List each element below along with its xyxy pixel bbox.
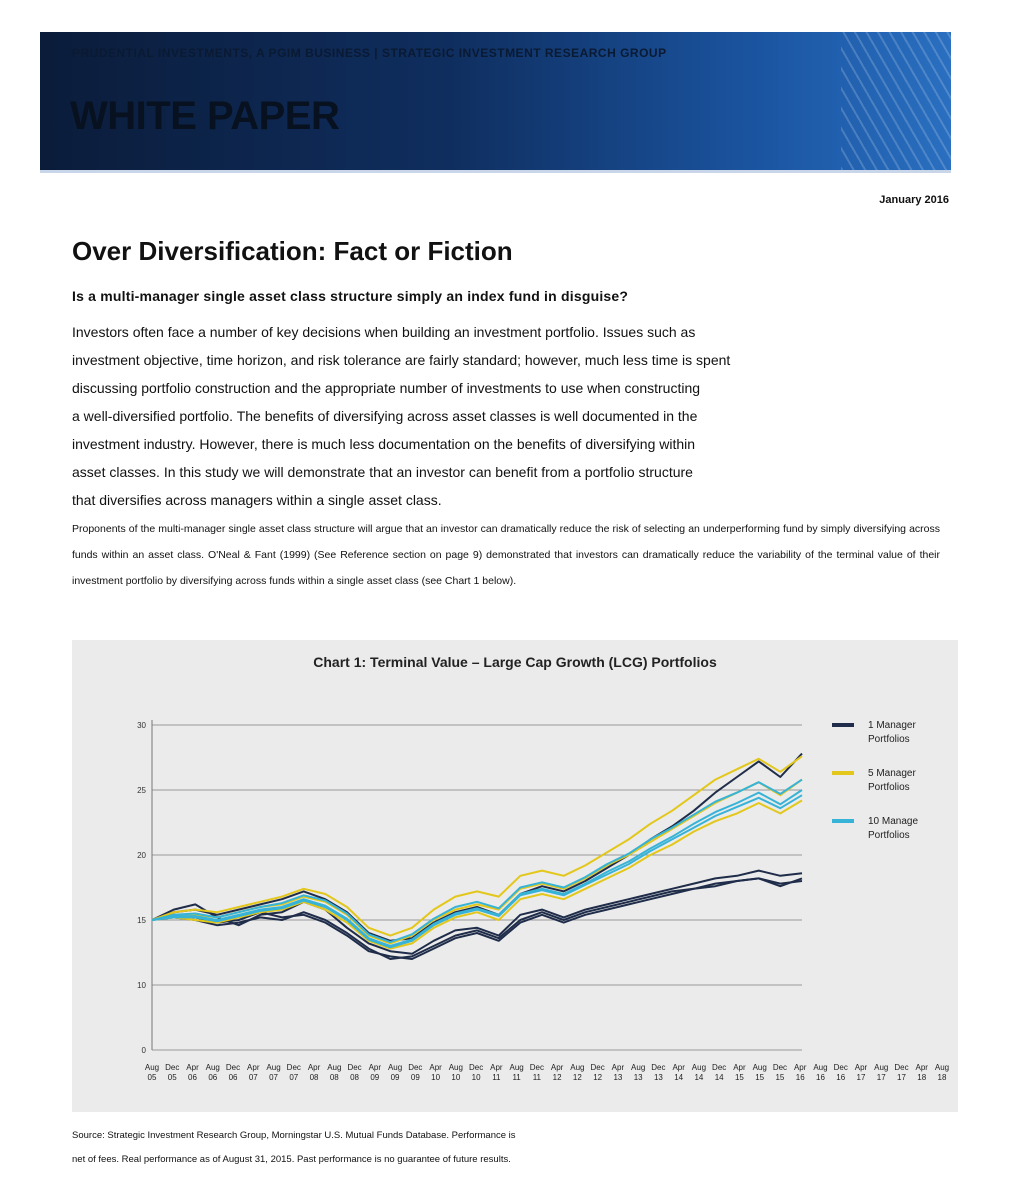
intro-paragraph	[72, 318, 922, 514]
x-tick-label: Apr	[915, 1063, 928, 1072]
x-tick-label: 06	[208, 1073, 218, 1082]
series-line	[152, 790, 802, 946]
x-tick-label: 10	[431, 1073, 441, 1082]
x-tick-label: Apr	[854, 1063, 868, 1072]
x-tick-label: Dec	[408, 1063, 423, 1072]
source-note	[72, 1124, 692, 1172]
x-tick-label: 14	[674, 1073, 684, 1082]
banner-org-line: PRUDENTIAL INVESTMENTS, A PGIM BUSINESS | STRATEGIC INVESTMENT RESEARCH GROUP	[72, 46, 667, 60]
x-tick-label: Apr	[550, 1063, 564, 1072]
banner-pattern	[841, 32, 951, 170]
x-tick-label: 05	[147, 1073, 157, 1082]
x-tick-label: Aug	[327, 1063, 342, 1072]
legend-label: Portfolios	[868, 734, 910, 745]
intro-line: Investors often face a number of key decisions when building an investment portfolio. Issues such as	[72, 324, 696, 340]
publication-date: January 2016	[879, 194, 949, 206]
x-tick-label: Dec	[468, 1063, 484, 1072]
x-tick-label: Aug	[631, 1063, 646, 1072]
x-tick-label: Apr	[793, 1063, 807, 1072]
y-tick-label: 10	[137, 981, 146, 990]
x-tick-label: 14	[714, 1073, 724, 1082]
y-tick-label: 20	[137, 851, 146, 860]
terminal-value-chart	[72, 640, 958, 1112]
x-tick-label: Aug	[752, 1063, 767, 1072]
x-tick-label: Aug	[570, 1063, 585, 1072]
x-tick-label: 11	[512, 1073, 521, 1082]
x-tick-label: 14	[694, 1073, 704, 1082]
intro-line: asset classes. In this study we will demonstrate that an investor can benefit from a portfolio structure	[72, 464, 693, 480]
x-tick-label: Apr	[611, 1063, 625, 1072]
x-tick-label: Dec	[529, 1063, 544, 1072]
x-tick-label: 15	[755, 1073, 765, 1082]
x-tick-label: 13	[653, 1073, 663, 1082]
series-line	[152, 780, 802, 943]
x-tick-label: 07	[248, 1073, 258, 1082]
x-tick-label: 10	[451, 1073, 461, 1082]
x-tick-label: 12	[593, 1073, 603, 1082]
x-tick-label: 12	[552, 1073, 562, 1082]
x-tick-label: 13	[613, 1073, 623, 1082]
x-tick-label: Aug	[448, 1063, 463, 1072]
x-tick-label: 17	[856, 1073, 866, 1082]
legend-label: 5 Manager	[868, 768, 916, 779]
series-line	[152, 780, 802, 944]
x-tick-label: 17	[897, 1073, 906, 1082]
x-tick-label: Aug	[509, 1063, 524, 1072]
x-tick-label: Aug	[144, 1063, 160, 1072]
x-tick-label: 16	[836, 1073, 846, 1082]
x-tick-label: Apr	[186, 1063, 199, 1072]
x-tick-label: 08	[350, 1073, 360, 1082]
y-tick-label: 30	[137, 721, 146, 730]
legend-label: Portfolios	[868, 830, 910, 841]
intro-line: that diversifies across managers within a single asset class.	[72, 492, 442, 508]
x-tick-label: Dec	[651, 1063, 666, 1072]
x-tick-label: 16	[816, 1073, 825, 1082]
x-tick-label: 05	[167, 1073, 177, 1082]
x-tick-label: Aug	[934, 1063, 950, 1072]
x-tick-label: 13	[633, 1073, 643, 1082]
x-tick-label: Dec	[165, 1063, 180, 1072]
x-tick-label: 12	[572, 1073, 582, 1082]
source-line: net of fees. Real performance as of August 31, 2015. Past performance is no guarantee of future results.	[72, 1154, 511, 1165]
legend-label: 10 Manage	[868, 816, 919, 827]
proponents-paragraph: Proponents of the multi-manager single asset class structure will argue that an investor can dramatically reduce the risk of selecting an underperforming fund by simply diversifying across funds within an asset class. O'Neal & Fant (1999) (See Reference section on page 9) demonstrated that investors can dramatically reduce the variability of the terminal value of their investment portfolio by diversifying across funds within a single asset class (see Chart 1 below).	[72, 523, 940, 587]
x-tick-label: Apr	[733, 1063, 746, 1072]
y-tick-label: 0	[141, 1046, 146, 1055]
intro-line: discussing portfolio construction and the appropriate number of investments to use when constructing	[72, 380, 701, 396]
intro-line: investment objective, time horizon, and risk tolerance are fairly standard; however, much less time is spent	[72, 352, 731, 368]
x-tick-label: 07	[289, 1073, 299, 1082]
header-banner	[40, 32, 951, 173]
x-tick-label: Apr	[429, 1063, 442, 1072]
x-tick-label: 09	[370, 1073, 380, 1082]
x-tick-label: 08	[329, 1073, 339, 1082]
x-tick-label: Apr	[490, 1063, 503, 1072]
legend-label: 1 Manager	[868, 720, 916, 731]
intro-line: investment industry. However, there is much less documentation on the benefits of diversifying within	[72, 436, 696, 452]
y-tick-label: 25	[137, 786, 146, 795]
x-tick-label: 18	[917, 1073, 927, 1082]
x-tick-label: 09	[390, 1073, 400, 1082]
source-line: Source: Strategic Investment Research Group, Morningstar U.S. Mutual Funds Database. Performance is	[72, 1130, 516, 1141]
intro-line: a well-diversified portfolio. The benefits of diversifying across asset classes is well documented in the	[72, 408, 698, 424]
x-tick-label: 11	[492, 1073, 501, 1082]
x-tick-label: Dec	[590, 1063, 605, 1072]
x-tick-label: Aug	[266, 1063, 281, 1072]
x-tick-label: Aug	[387, 1063, 403, 1072]
x-tick-label: Apr	[672, 1063, 685, 1072]
x-tick-label: 15	[775, 1073, 785, 1082]
x-tick-label: 08	[309, 1073, 319, 1082]
legend-label: Portfolios	[868, 782, 910, 793]
x-tick-label: Apr	[307, 1063, 321, 1072]
chart-title: Chart 1: Terminal Value – Large Cap Growth (LCG) Portfolios	[313, 654, 717, 670]
x-tick-label: 18	[937, 1073, 947, 1082]
x-tick-label: Dec	[712, 1063, 727, 1072]
document-title: Over Diversification: Fact or Fiction	[72, 236, 513, 266]
x-tick-label: Dec	[894, 1063, 909, 1072]
x-tick-label: 06	[228, 1073, 238, 1082]
x-tick-label: Aug	[205, 1063, 220, 1072]
x-tick-label: 10	[471, 1073, 481, 1082]
y-tick-label: 15	[137, 916, 146, 925]
x-tick-label: Dec	[225, 1063, 241, 1072]
document-subtitle: Is a multi-manager single asset class structure simply an index fund in disguise?	[72, 288, 629, 304]
x-tick-label: 09	[410, 1073, 420, 1082]
x-tick-label: Dec	[833, 1063, 848, 1072]
x-tick-label: Apr	[247, 1063, 260, 1072]
x-tick-label: Dec	[772, 1063, 788, 1072]
x-tick-label: Dec	[347, 1063, 362, 1072]
x-tick-label: 07	[269, 1073, 278, 1082]
x-tick-label: Aug	[691, 1063, 707, 1072]
x-tick-label: 15	[734, 1073, 744, 1082]
x-tick-label: Apr	[368, 1063, 382, 1072]
x-tick-label: Aug	[874, 1063, 889, 1072]
x-tick-label: 17	[876, 1073, 886, 1082]
chart-panel	[72, 640, 958, 1112]
x-tick-label: Dec	[286, 1063, 301, 1072]
x-tick-label: Aug	[813, 1063, 828, 1072]
x-tick-label: 11	[532, 1073, 542, 1082]
x-tick-label: 16	[795, 1073, 805, 1082]
banner-title: WHITE PAPER	[70, 94, 340, 138]
x-tick-label: 06	[188, 1073, 197, 1082]
